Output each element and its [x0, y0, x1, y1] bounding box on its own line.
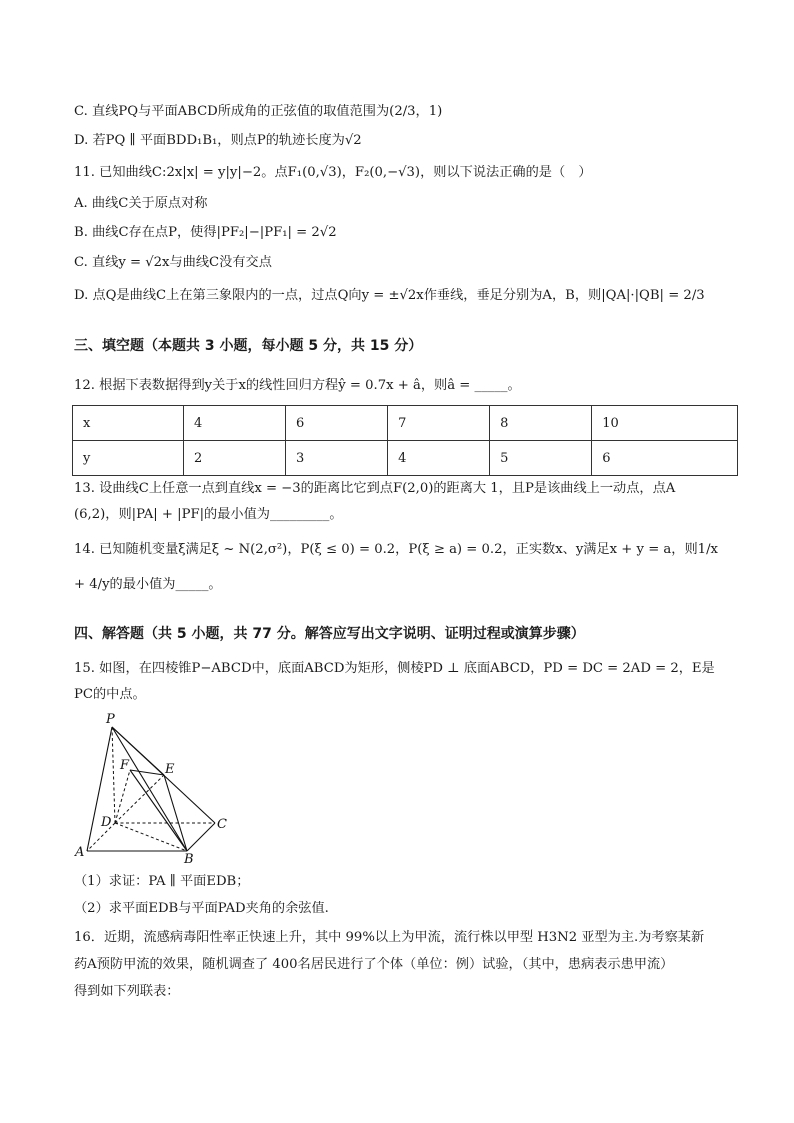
table-cell: 2 [184, 441, 286, 476]
label-d: D [101, 815, 112, 830]
table-cell: 3 [286, 441, 388, 476]
label-c: C [217, 817, 227, 832]
option-11c: C. 直线y = √2x与曲线C没有交点 [74, 255, 272, 270]
table-cell: 8 [490, 406, 592, 441]
label-p: P [106, 712, 115, 727]
table-cell: 4 [388, 441, 490, 476]
pyramid-figure [70, 710, 240, 865]
section-answer-heading: 四、解答题（共 5 小题，共 77 分。解答应写出文字说明、证明过程或演算步骤） [74, 626, 585, 642]
table-cell: 4 [184, 406, 286, 441]
table-cell: 6 [592, 441, 738, 476]
table-cell: 7 [388, 406, 490, 441]
question-15-line2: PC的中点。 [74, 687, 146, 702]
label-f: F [120, 758, 130, 773]
edge-pa [87, 727, 112, 851]
table-header-x: x [73, 406, 184, 441]
table-row [73, 441, 738, 476]
option-11d: D. 点Q是曲线C上在第三象限内的一点，过点Q向y = ±√2x作垂线，垂足分别为A，B，则|QA|·|QB| = 2/3 [74, 288, 705, 303]
question-15-part1: （1）求证：PA ∥ 平面EDB； [74, 874, 250, 889]
question-12: 12. 根据下表数据得到y关于x的线性回归方程ŷ = 0.7x + â，则â = _____。 [74, 378, 521, 393]
option-11a: A. 曲线C关于原点对称 [74, 196, 208, 211]
question-14-line2: + 4/y的最小值为_____。 [74, 577, 222, 592]
edge-bc [187, 823, 215, 851]
option-10c: C. 直线PQ与平面ABCD所成角的正弦值的取值范围为(2/3，1) [74, 104, 443, 119]
question-14-line1: 14. 已知随机变量ξ满足ξ ~ N(2,σ²)，P(ξ ≤ 0) = 0.2，P(ξ ≥ a) = 0.2，正实数x、y满足x + y = a，则1/x [74, 542, 718, 557]
label-b: B [184, 852, 194, 865]
option-10d: D. 若PQ ∥ 平面BDD₁B₁，则点P的轨迹长度为√2 [74, 133, 362, 148]
table-cell: 6 [286, 406, 388, 441]
edge-db [115, 823, 187, 851]
question-13-line1: 13. 设曲线C上任意一点到直线x = −3的距离比它到点F(2,0)的距离大 1，且P是该曲线上一动点，点A [74, 481, 676, 496]
regression-data-table [72, 405, 738, 476]
label-e: E [165, 762, 175, 777]
question-15-part2: （2）求平面EDB与平面PAD夹角的余弦值. [74, 901, 329, 916]
question-13-line2: (6,2)，则|PA| + |PF|的最小值为_________。 [74, 507, 343, 522]
label-a: A [75, 845, 85, 860]
table-header-y: y [73, 441, 184, 476]
edge-fb [130, 770, 187, 851]
edge-df [115, 770, 130, 823]
question-16-line1: 16．近期，流感病毒阳性率正快速上升，其中 99%以上为甲流，流行株以甲型 H3N2 亚型为主.为考察某新 [74, 930, 705, 945]
edge-pd [112, 727, 115, 823]
question-15-line1: 15. 如图，在四棱锥P−ABCD中，底面ABCD为矩形，侧棱PD ⊥ 底面ABCD，PD = DC = 2AD = 2，E是 [74, 661, 715, 676]
section-fill-in-heading: 三、填空题（本题共 3 小题，每小题 5 分，共 15 分） [74, 338, 423, 354]
edge-de [115, 775, 164, 823]
question-16-line2: 药A预防甲流的效果，随机调查了 400名居民进行了个体（单位：例）试验，（其中，患病表示患甲流） [74, 957, 674, 972]
edge-pb [112, 727, 187, 851]
option-11b: B. 曲线C存在点P，使得|PF₂|−|PF₁| = 2√2 [74, 225, 337, 240]
table-cell: 5 [490, 441, 592, 476]
question-11: 11. 已知曲线C:2x|x| = y|y|−2。点F₁(0,√3)，F₂(0,−√3)，则以下说法正确的是（ ） [74, 165, 592, 180]
question-16-line3: 得到如下列联表： [74, 984, 180, 999]
table-row [73, 406, 738, 441]
table-cell: 10 [592, 406, 738, 441]
